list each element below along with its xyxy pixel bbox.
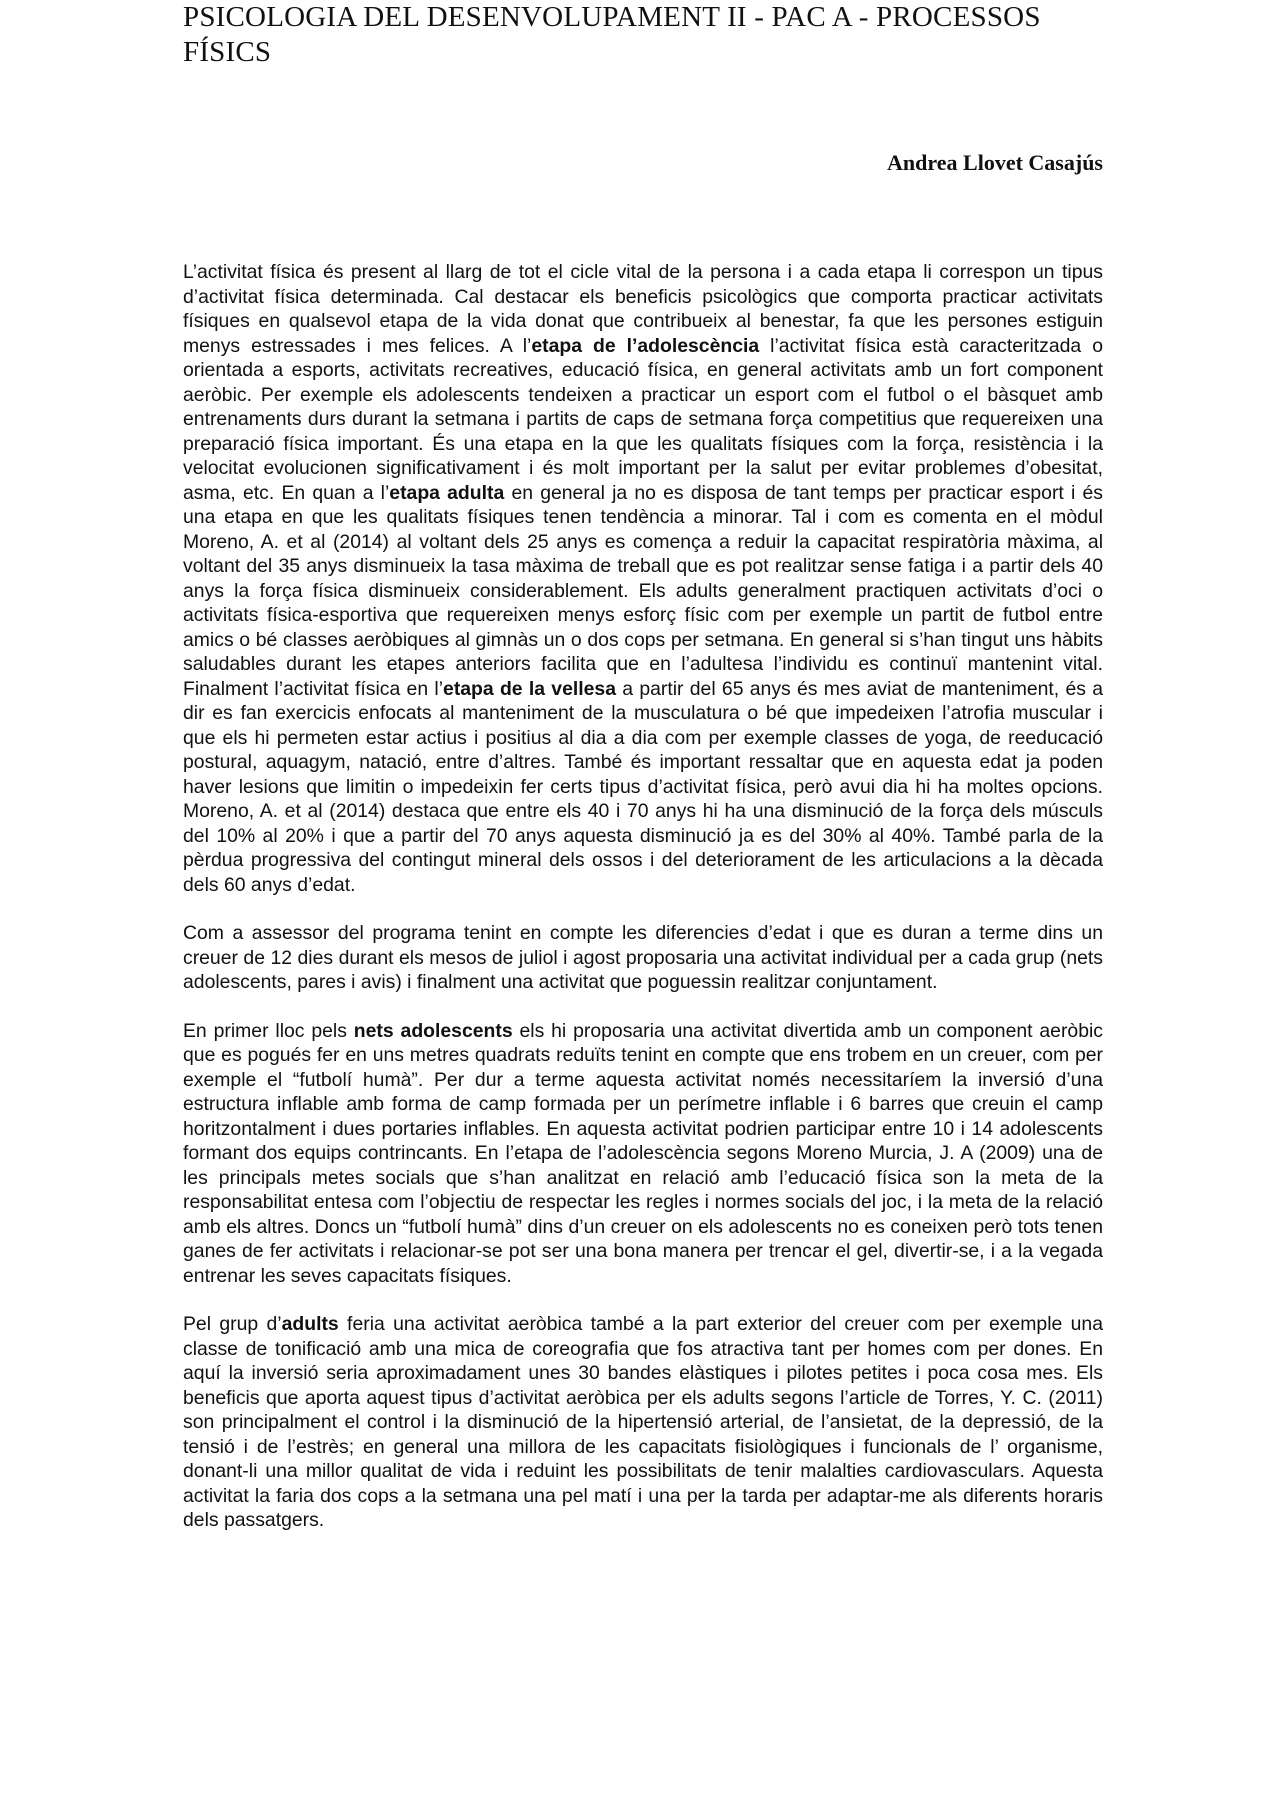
paragraph-1-bold-old-age: etapa de la vellesa [443,677,616,700]
paragraph-2: Com a assessor del programa tenint en compte les diferencies d’edat i que es duran a terme dins un creuer de 12 dies durant els mesos de juliol i agost proposaria una activitat individual per a cada grup (nets adolescents, pares i avis) i finalment una activitat que poguessin realitzar conjuntament. [183,922,1103,993]
paragraph-3-bold-teens: nets adolescents [353,1019,513,1042]
paragraph-1 [183,260,1103,897]
author-name: Andrea Llovet Casajús [887,150,1103,175]
document-title: PSICOLOGIA DEL DESENVOLUPAMENT II - PAC A - PROCESSOS FÍSICS [183,1,1041,68]
paragraph-1-text-4: a partir del 65 anys és mes aviat de manteniment, és a dir es fan exercicis enfocats al manteniment de la musculatura o bé que impedeixen l’atrofia muscular i que els hi permeten estar actius i positius al dia a dia com per exemple classes de yoga, de reeducació postural, aquagym, natació, entre d’altres. També és important ressaltar que en aquesta edat ja poden haver lesions que limitin o impedeixin fer certs tipus d’activitat física, però avui dia hi ha moltes opcions. Moreno, A. et al (2014) destaca que entre els 40 i 70 anys hi ha una disminució de la força dels músculs del 10% al 20% i que a partir del 70 anys aquesta disminució ja es del 30% al 40%. També parla de la pèrdua progressiva del contingut mineral dels ossos i del deteriorament de les articulacions a la dècada dels 60 anys d’edat. [183,677,1104,896]
paragraph-4-text-2: feria una activitat aeròbica també a la part exterior del creuer com per exemple una classe de tonificació amb una mica de coreografia que fos atractiva tant per homes com per dones. En aquí la inversió seria aproximadament unes 30 bandes elàstiques i pilotes petites i poca cosa mes. Els beneficis que aporta aquest tipus d’activitat aeròbica per els adults segons l’article de Torres, Y. C. (2011) son principalment el control i la disminució de la hipertensió arterial, de l’ansietat, de la depressió, de la tensió i de l’estrès; en general una millora de les capacitats fisiològiques i funcionals de l’ organisme, donant-li una millor qualitat de vida i reduint les possibilitats de tenir malalties cardiovasculars. Aquesta activitat la faria dos cops a la setmana una pel matí i una per la tarda per adaptar-me als diferents horaris dels passatgers. [183,1313,1103,1531]
paragraph-3-text-1: En primer lloc pels [183,1019,354,1042]
paragraph-1-text-1: L’activitat física és present al llarg de tot el cicle vital de la persona i a cada etapa li correspon un tipus d’activitat física determinada. Cal destacar els beneficis psicològics que comporta practicar activitats físiques en qualsevol etapa de la vida donat que contribueix al benestar, fa que les persones estiguin menys estressades i mes felices. A l’ [183,261,1103,357]
paragraph-4-bold-adults: adults [281,1313,339,1335]
paragraph-4 [183,1312,1103,1533]
paragraph-4-text-1: Pel grup d’ [183,1313,282,1335]
paragraph-3-text-2: els hi proposaria una activitat divertida amb un component aeròbic que es pogués fer en uns metres quadrats reduïts tenint en compte que ens trobem en un creuer, com per exemple el “futbolí humà”. Per dur a terme aquesta activitat només necessitaríem la inversió d’una estructura inflable amb forma de camp formada per un perímetre inflable i 6 barres que creuin el camp horitzontalment i dues portaries inflables. En aquesta activitat podrien participar entre 10 i 14 adolescents formant dos equips contrincants. En l’etapa de l’adolescència segons Moreno Murcia, J. A (2009) una de les principals metes socials que s’han analitzat en relació amb l’educació física son la meta de la responsabilitat entesa com l’objectiu de respectar les regles i normes socials del joc, i la meta de la relació amb els altres. Doncs un “futbolí humà” dins d’un creuer on els adolescents no es coneixen però tots tenen ganes de fer activitats i relacionar-se pot ser una bona manera per trencar el gel, divertir-se, i a la vegada entrenar les seves capacitats físiques. [183,1019,1103,1287]
paragraph-1-text-2: l’activitat física està caracteritzada o orientada a esports, activitats recreatives, educació física, en general activitats amb un fort component aeròbic. Per exemple els adolescents tendeixen a practicar un esport com el futbol o el bàsquet amb entrenaments durs durant la setmana i partits de caps de setmana força competitius que requereixen una preparació física important. És una etapa en la que les qualitats físiques com la força, resistència i la velocitat evolucionen significativament i és molt important per la salut per evitar problemes d’obesitat, asma, etc. En quan a l’ [183,334,1103,504]
paragraph-3 [183,1019,1103,1289]
paragraph-1-bold-adolescence: etapa de l’adolescència [531,334,760,357]
document-body [183,260,1103,1557]
paragraph-1-bold-adult: etapa adulta [389,481,505,504]
paragraph-1-text-3: en general ja no es disposa de tant temps per practicar esport i és una etapa en que les qualitats físiques tenen tendència a minorar. Tal i com es comenta en el mòdul Moreno, A. et al (2014) al voltant dels 25 anys es comença a reduir la capacitat respiratòria màxima, al voltant del 35 anys disminueix la tasa màxima de treball que es pot realitzar sense fatiga i a partir dels 40 anys la força física disminueix considerablement. Els adults generalment practiquen activitats d’oci o activitats física-esportiva que requereixen menys esforç físic com per exemple un partit de futbol entre amics o bé classes aeròbiques al gimnàs un o dos cops per setmana. En general si s’han tingut uns hàbits saludables durant les etapes anteriors facilita que en l’adultesa l’individu es continuï mantenint vital. Finalment l’activitat física en l’ [183,481,1103,700]
